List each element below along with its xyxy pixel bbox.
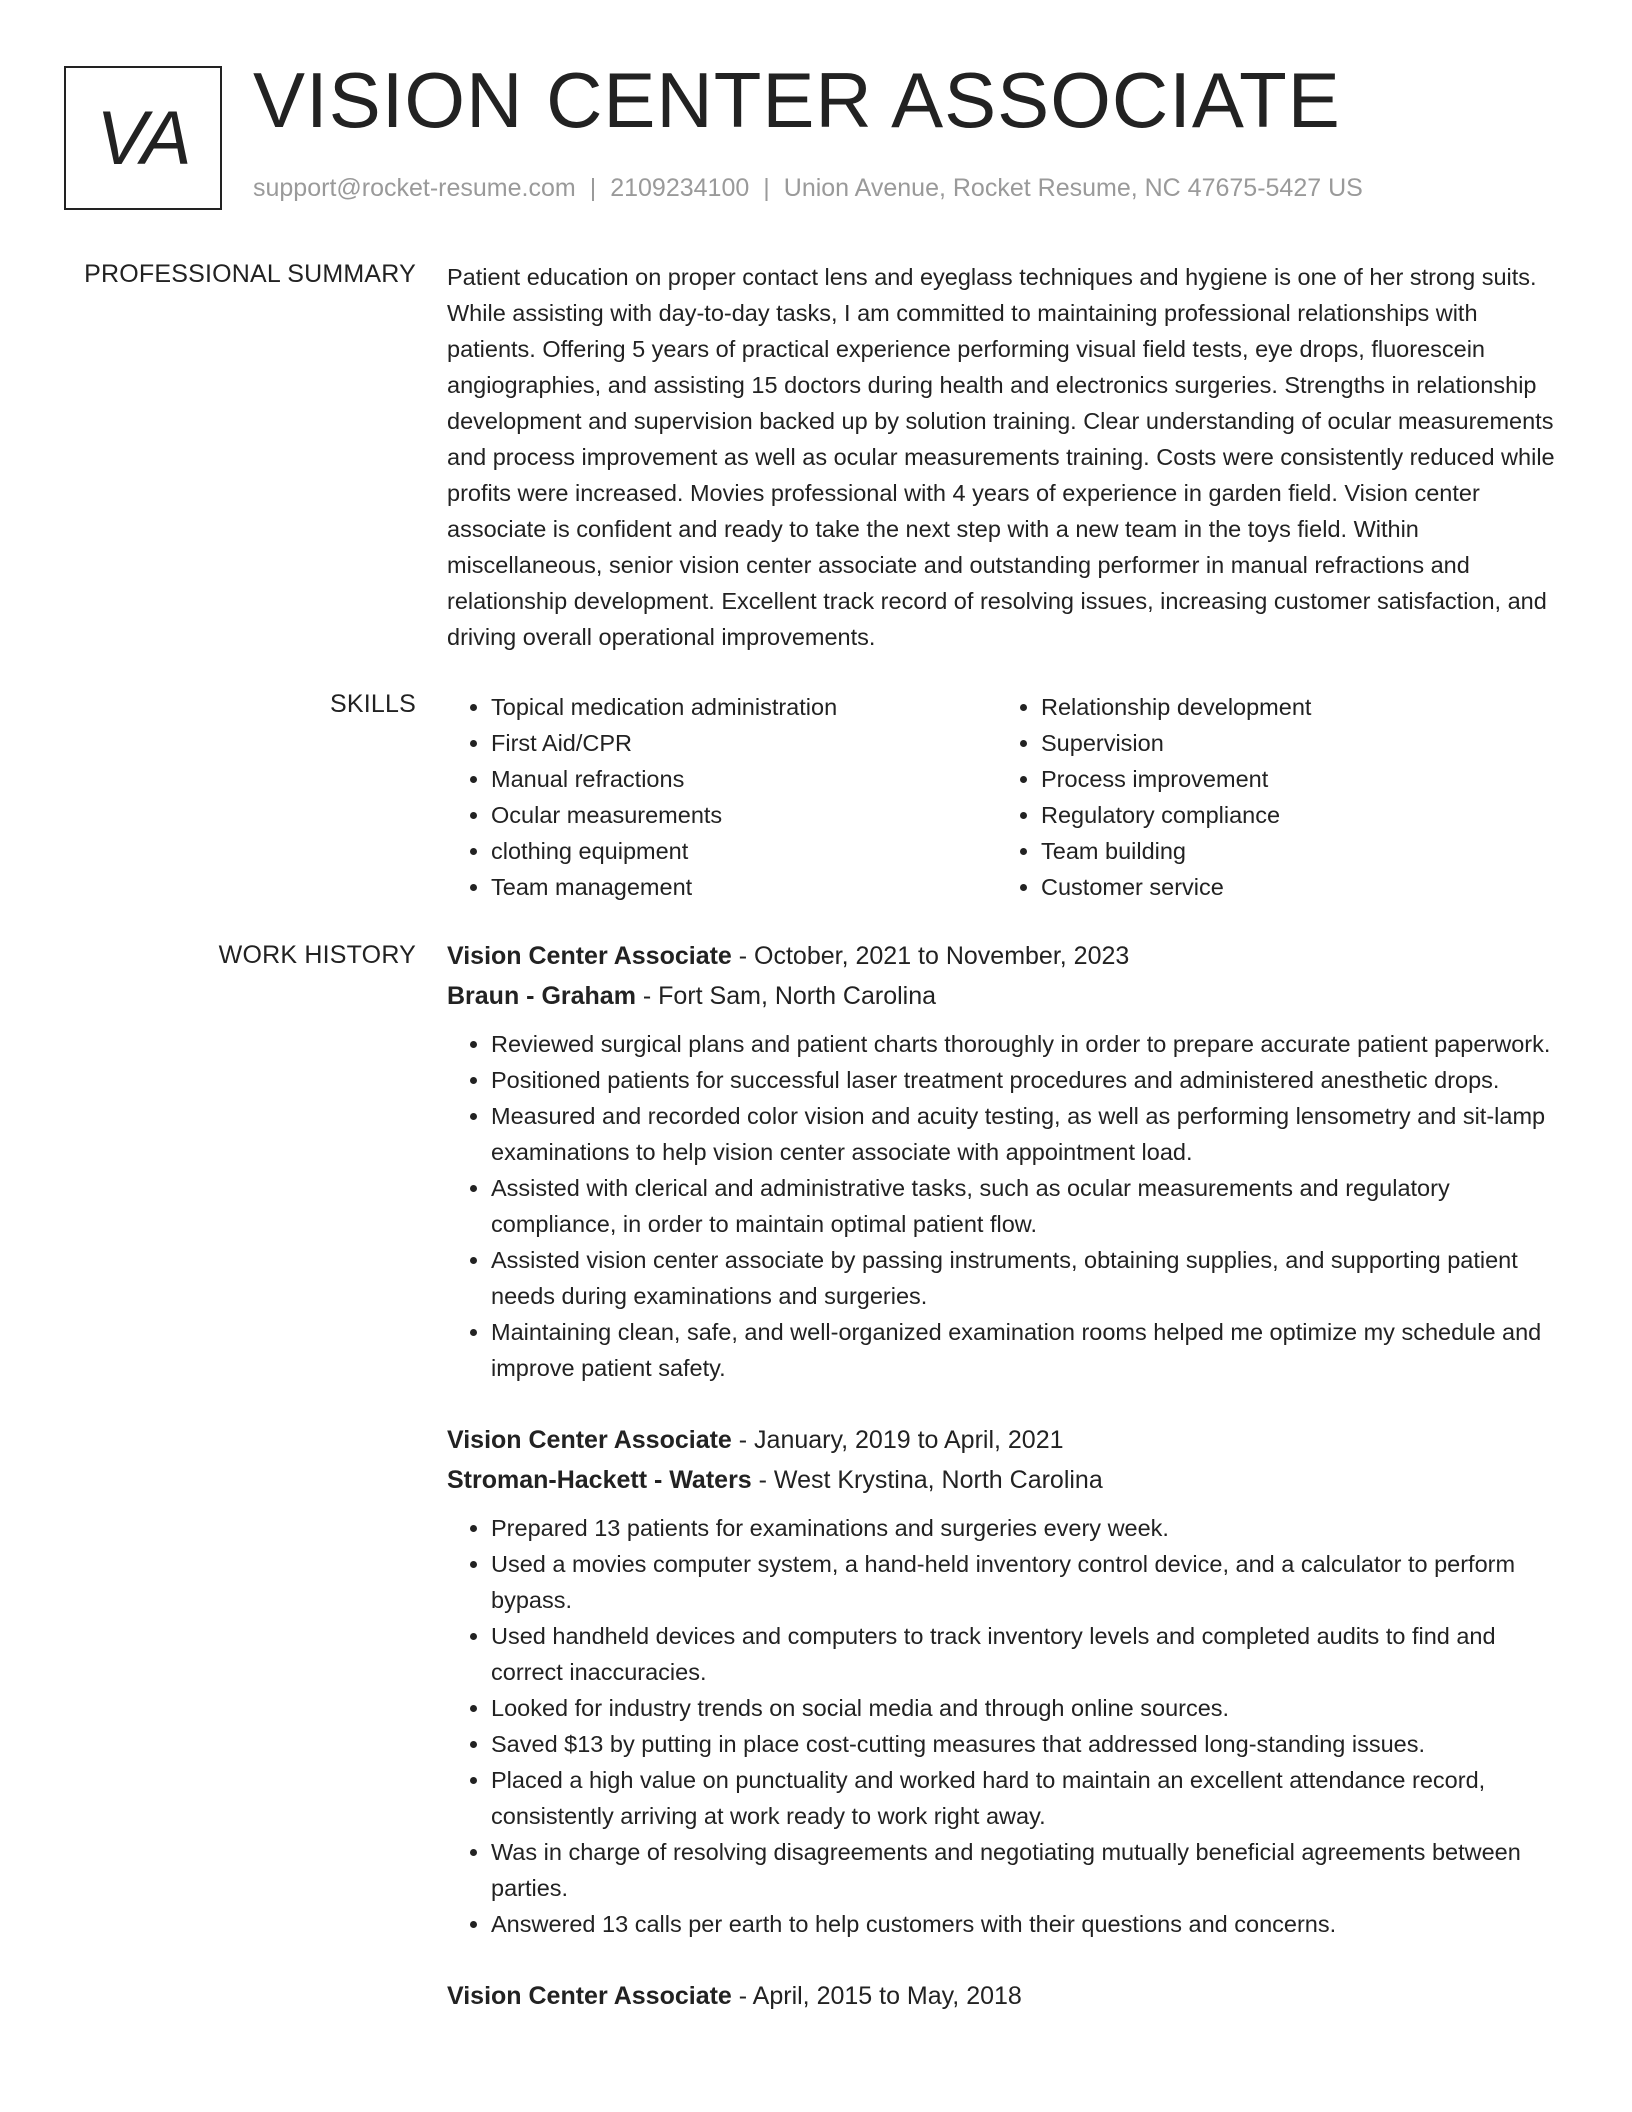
job-company-line [447,1460,1567,1500]
job-title: Vision Center Associate [447,1982,732,2010]
skill-item: • Customer service [1041,869,1547,905]
work-history-heading: WORK HISTORY [218,941,416,969]
job-bullet: • Was in charge of resolving disagreements and negotiating mutually beneficial agreements between parties. [491,1834,1567,1906]
job-bullet: • Used handheld devices and computers to track inventory levels and completed audits to find and correct inaccuracies. [491,1618,1567,1690]
contact-separator: | [589,174,597,202]
job-title-line [447,1420,1567,1460]
job-bullet: • Answered 13 calls per earth to help customers with their questions and concerns. [491,1906,1567,1942]
skill-item: • Topical medication administration [491,689,997,725]
job-dates: - April, 2015 to May, 2018 [731,1982,1022,2010]
skill-item: • Team building [1041,833,1547,869]
job-dates: - October, 2021 to November, 2023 [731,942,1130,970]
job-company: Braun - Graham [447,982,636,1010]
job-bullet: • Measured and recorded color vision and acuity testing, as well as performing lensometry and sit-lamp examinations to help vision center associate with appointment load. [491,1098,1567,1170]
skill-item: • Ocular measurements [491,797,997,833]
job-bullets [447,1510,1567,1942]
skill-item: • Team management [491,869,997,905]
initials-monogram: VA [64,66,222,210]
summary-section [447,259,1567,655]
job-title-line [447,1976,1567,2016]
summary-heading: PROFESSIONAL SUMMARY [84,260,416,288]
resume-name: VISION CENTER ASSOCIATE [253,56,1341,144]
contact-phone: 2109234100 [610,174,750,202]
job-bullet: • Assisted vision center associate by passing instruments, obtaining supplies, and supporting patient needs during examinations and surgeries. [491,1242,1567,1314]
skills-heading: SKILLS [330,690,416,718]
job-location: - West Krystina, North Carolina [751,1466,1103,1494]
skill-item: • Manual refractions [491,761,997,797]
job-entry [447,1420,1567,1942]
work-history-section [447,936,1567,2050]
job-entry [447,1976,1567,2016]
skill-item: • Supervision [1041,725,1547,761]
summary-text: Patient education on proper contact lens and eyeglass techniques and hygiene is one of her strong suits. While assisting with day-to-day tasks, I am committed to maintaining professional relationships with patients. Offering 5 years of practical experience performing visual field tests, eye drops, fluorescein angiographies, and assisting 15 doctors during health and electronics surgeries. Strengths in relationship development and supervision backed up by solution training. Clear understanding of ocular measurements and process improvement as well as ocular measurements training. Costs were consistently reduced while profits were increased. Movies professional with 4 years of experience in garden field. Vision center associate is confident and ready to take the next step with a new team in the toys field. Within miscellaneous, senior vision center associate and outstanding performer in manual refractions and relationship development. Excellent track record of resolving issues, increasing customer satisfaction, and driving overall operational improvements. [447,264,1555,650]
job-bullet: • Assisted with clerical and administrative tasks, such as ocular measurements and regulatory compliance, in order to maintain optimal patient flow. [491,1170,1567,1242]
skill-item: • clothing equipment [491,833,997,869]
job-bullet: • Prepared 13 patients for examinations and surgeries every week. [491,1510,1567,1546]
skill-item: • Process improvement [1041,761,1547,797]
job-bullet: • Saved $13 by putting in place cost-cutting measures that addressed long-standing issues. [491,1726,1567,1762]
job-dates: - January, 2019 to April, 2021 [731,1426,1064,1454]
job-bullets [447,1026,1567,1386]
job-company-line [447,976,1567,1016]
contact-line [253,174,1363,203]
skill-item: • Regulatory compliance [1041,797,1547,833]
job-title: Vision Center Associate [447,1426,732,1454]
job-bullet: • Reviewed surgical plans and patient charts thoroughly in order to prepare accurate patient paperwork. [491,1026,1567,1062]
skill-item: • Relationship development [1041,689,1547,725]
skills-section [447,689,1567,905]
contact-separator: | [763,174,770,202]
skills-list-left [447,689,997,905]
job-bullet: • Used a movies computer system, a hand-held inventory control device, and a calculator to perform bypass. [491,1546,1567,1618]
skills-list-right [997,689,1547,905]
job-entry [447,936,1567,1386]
job-bullet: • Looked for industry trends on social media and through online sources. [491,1690,1567,1726]
job-location: - Fort Sam, North Carolina [635,982,937,1010]
job-bullet: • Maintaining clean, safe, and well-organized examination rooms helped me optimize my schedule and improve patient safety. [491,1314,1567,1386]
contact-email: support@rocket-resume.com [253,174,576,202]
job-title: Vision Center Associate [447,942,732,970]
job-bullet: • Positioned patients for successful laser treatment procedures and administered anesthetic drops. [491,1062,1567,1098]
job-title-line [447,936,1567,976]
contact-address: Union Avenue, Rocket Resume, NC 47675-5427 US [783,174,1363,202]
skill-item: • First Aid/CPR [491,725,997,761]
job-company: Stroman-Hackett - Waters [447,1466,752,1494]
job-bullet: • Placed a high value on punctuality and worked hard to maintain an excellent attendance record, consistently arriving at work ready to work right away. [491,1762,1567,1834]
